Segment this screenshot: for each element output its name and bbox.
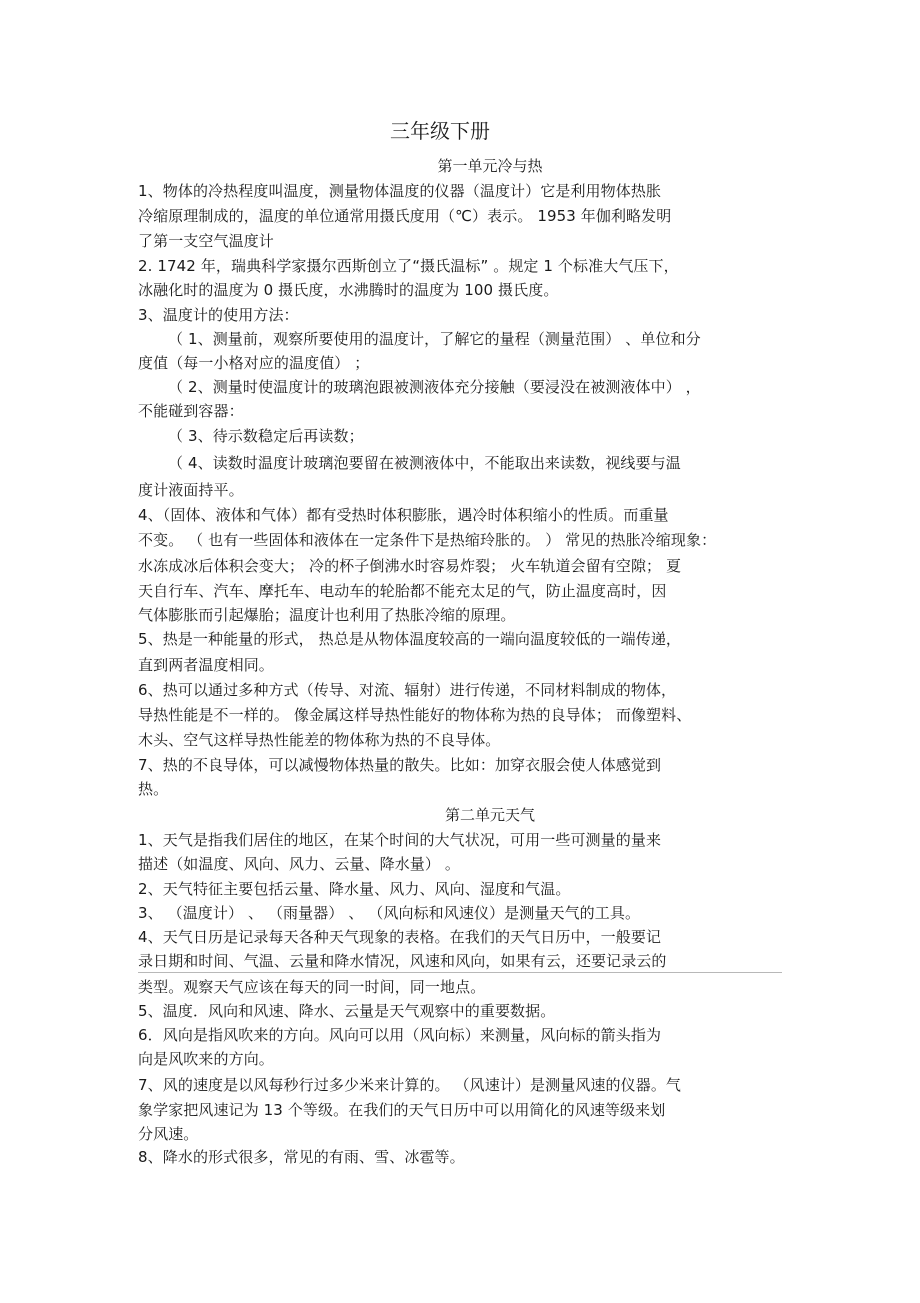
paragraph-line: 度值（每一小格对应的温度值） ； bbox=[138, 354, 370, 372]
paragraph-line: 类型。观察天气应该在每天的同一时间，同一地点。 bbox=[138, 978, 486, 996]
paragraph-line: 6．风向是指风吹来的方向。风向可以用（风向标）来测量，风向标的箭头指为 bbox=[138, 1026, 662, 1044]
paragraph-line: 5、温度．风向和风速、降水、云量是天气观察中的重要数据。 bbox=[138, 1002, 556, 1020]
paragraph-line: 木头、空气这样导热性能差的物体称为热的不良导体。 bbox=[138, 731, 501, 749]
paragraph-line: 象学家把风速记为 13 个等级。在我们的天气日历中可以用简化的风速等级来划 bbox=[138, 1101, 666, 1119]
paragraph-line: 热。 bbox=[138, 780, 169, 798]
paragraph-line: 度计液面持平。 bbox=[138, 481, 244, 499]
divider-line bbox=[138, 972, 782, 973]
paragraph-line: 7、热的不良导体，可以减慢物体热量的散失。比如：加穿衣服会使人体感觉到 bbox=[138, 756, 662, 774]
paragraph-line: 天自行车、汽车、摩托车、电动车的轮胎都不能充太足的气，防止温度高时，因 bbox=[138, 582, 667, 600]
paragraph-line: 1、天气是指我们居住的地区，在某个时间的大气状况，可用一些可测量的量来 bbox=[138, 831, 662, 849]
paragraph-line: 7、风的速度是以风每秒行过多少米来计算的。 （风速计）是测量风速的仪器。气 bbox=[138, 1076, 682, 1094]
paragraph-line: 4、天气日历是记录每天各种天气现象的表格。在我们的天气日历中，一般要记 bbox=[138, 928, 662, 946]
paragraph-line: 5、热是一种能量的形式， 热总是从物体温度较高的一端向温度较低的一端传递， bbox=[138, 630, 682, 648]
paragraph-line: 8、降水的形式很多，常见的有雨、雪、冰雹等。 bbox=[138, 1148, 465, 1166]
paragraph-line: 了第一支空气温度计 bbox=[138, 232, 274, 250]
paragraph-line: 描述（如温度、风向、风力、云量、降水量） 。 bbox=[138, 855, 460, 873]
paragraph-line: 录日期和时间、气温、云量和降水情况，风速和风向，如果有云，还要记录云的 bbox=[138, 952, 667, 970]
paragraph-line: 1、物体的冷热程度叫温度，测量物体温度的仪器（温度计）它是利用物体热胀 bbox=[138, 182, 662, 200]
paragraph-line: 2. 1742 年，瑞典科学家摄尔西斯创立了“摄氏温标” 。规定 1 个标准大气压下， bbox=[138, 257, 679, 275]
paragraph-line: （ 3、待示数稳定后再读数； bbox=[168, 427, 364, 445]
page-title: 三年级下册 bbox=[390, 119, 490, 143]
paragraph-line: 气体膨胀而引起爆胎；温度计也利用了热胀冷缩的原理。 bbox=[138, 606, 516, 624]
paragraph-line: 水冻成冰后体积会变大； 冷的杯子倒沸水时容易炸裂； 火车轨道会留有空隙； 夏 bbox=[138, 557, 682, 575]
paragraph-line: 2、天气特征主要包括云量、降水量、风力、风向、湿度和气温。 bbox=[138, 880, 571, 898]
paragraph-line: 不变。 （ 也有一些固体和液体在一定条件下是热缩玲胀的。 ） 常见的热胀冷缩现象： bbox=[138, 531, 717, 549]
paragraph-line: 分风速。 bbox=[138, 1125, 199, 1143]
paragraph-line: 不能碰到容器： bbox=[138, 402, 244, 420]
unit2-heading: 第二单元天气 bbox=[444, 806, 535, 824]
paragraph-line: （ 2、测量时使温度计的玻璃泡跟被测液体充分接触（要浸没在被测液体中） ， bbox=[168, 378, 701, 396]
paragraph-line: 3、温度计的使用方法： bbox=[138, 306, 299, 324]
paragraph-line: 直到两者温度相同。 bbox=[138, 656, 274, 674]
paragraph-line: 冰融化时的温度为 0 摄氏度，水沸腾时的温度为 100 摄氏度。 bbox=[138, 281, 559, 299]
paragraph-line: 4、（固体、液体和气体）都有受热时体积膨胀，遇冷时体积缩小的性质。而重量 bbox=[138, 506, 669, 524]
paragraph-line: 向是风吹来的方向。 bbox=[138, 1050, 274, 1068]
paragraph-line: 6、热可以通过多种方式（传导、对流、辐射）进行传递，不同材料制成的物体， bbox=[138, 681, 677, 699]
paragraph-line: （ 1、测量前，观察所要使用的温度计，了解它的量程（测量范围） 、单位和分 bbox=[168, 330, 701, 348]
paragraph-line: 冷缩原理制成的，温度的单位通常用摄氏度用（℃）表示。 1953 年伽利略发明 bbox=[138, 207, 672, 225]
paragraph-line: 导热性能是不一样的。 像金属这样导热性能好的物体称为热的良导体； 而像塑料、 bbox=[138, 706, 692, 724]
paragraph-line: （ 4、读数时温度计玻璃泡要留在被测液体中，不能取出来读数，视线要与温 bbox=[168, 454, 681, 472]
unit1-heading: 第一单元冷与热 bbox=[437, 157, 543, 175]
paragraph-line: 3、 （温度计） 、 （雨量器） 、 （风向标和风速仪）是测量天气的工具。 bbox=[138, 904, 641, 922]
